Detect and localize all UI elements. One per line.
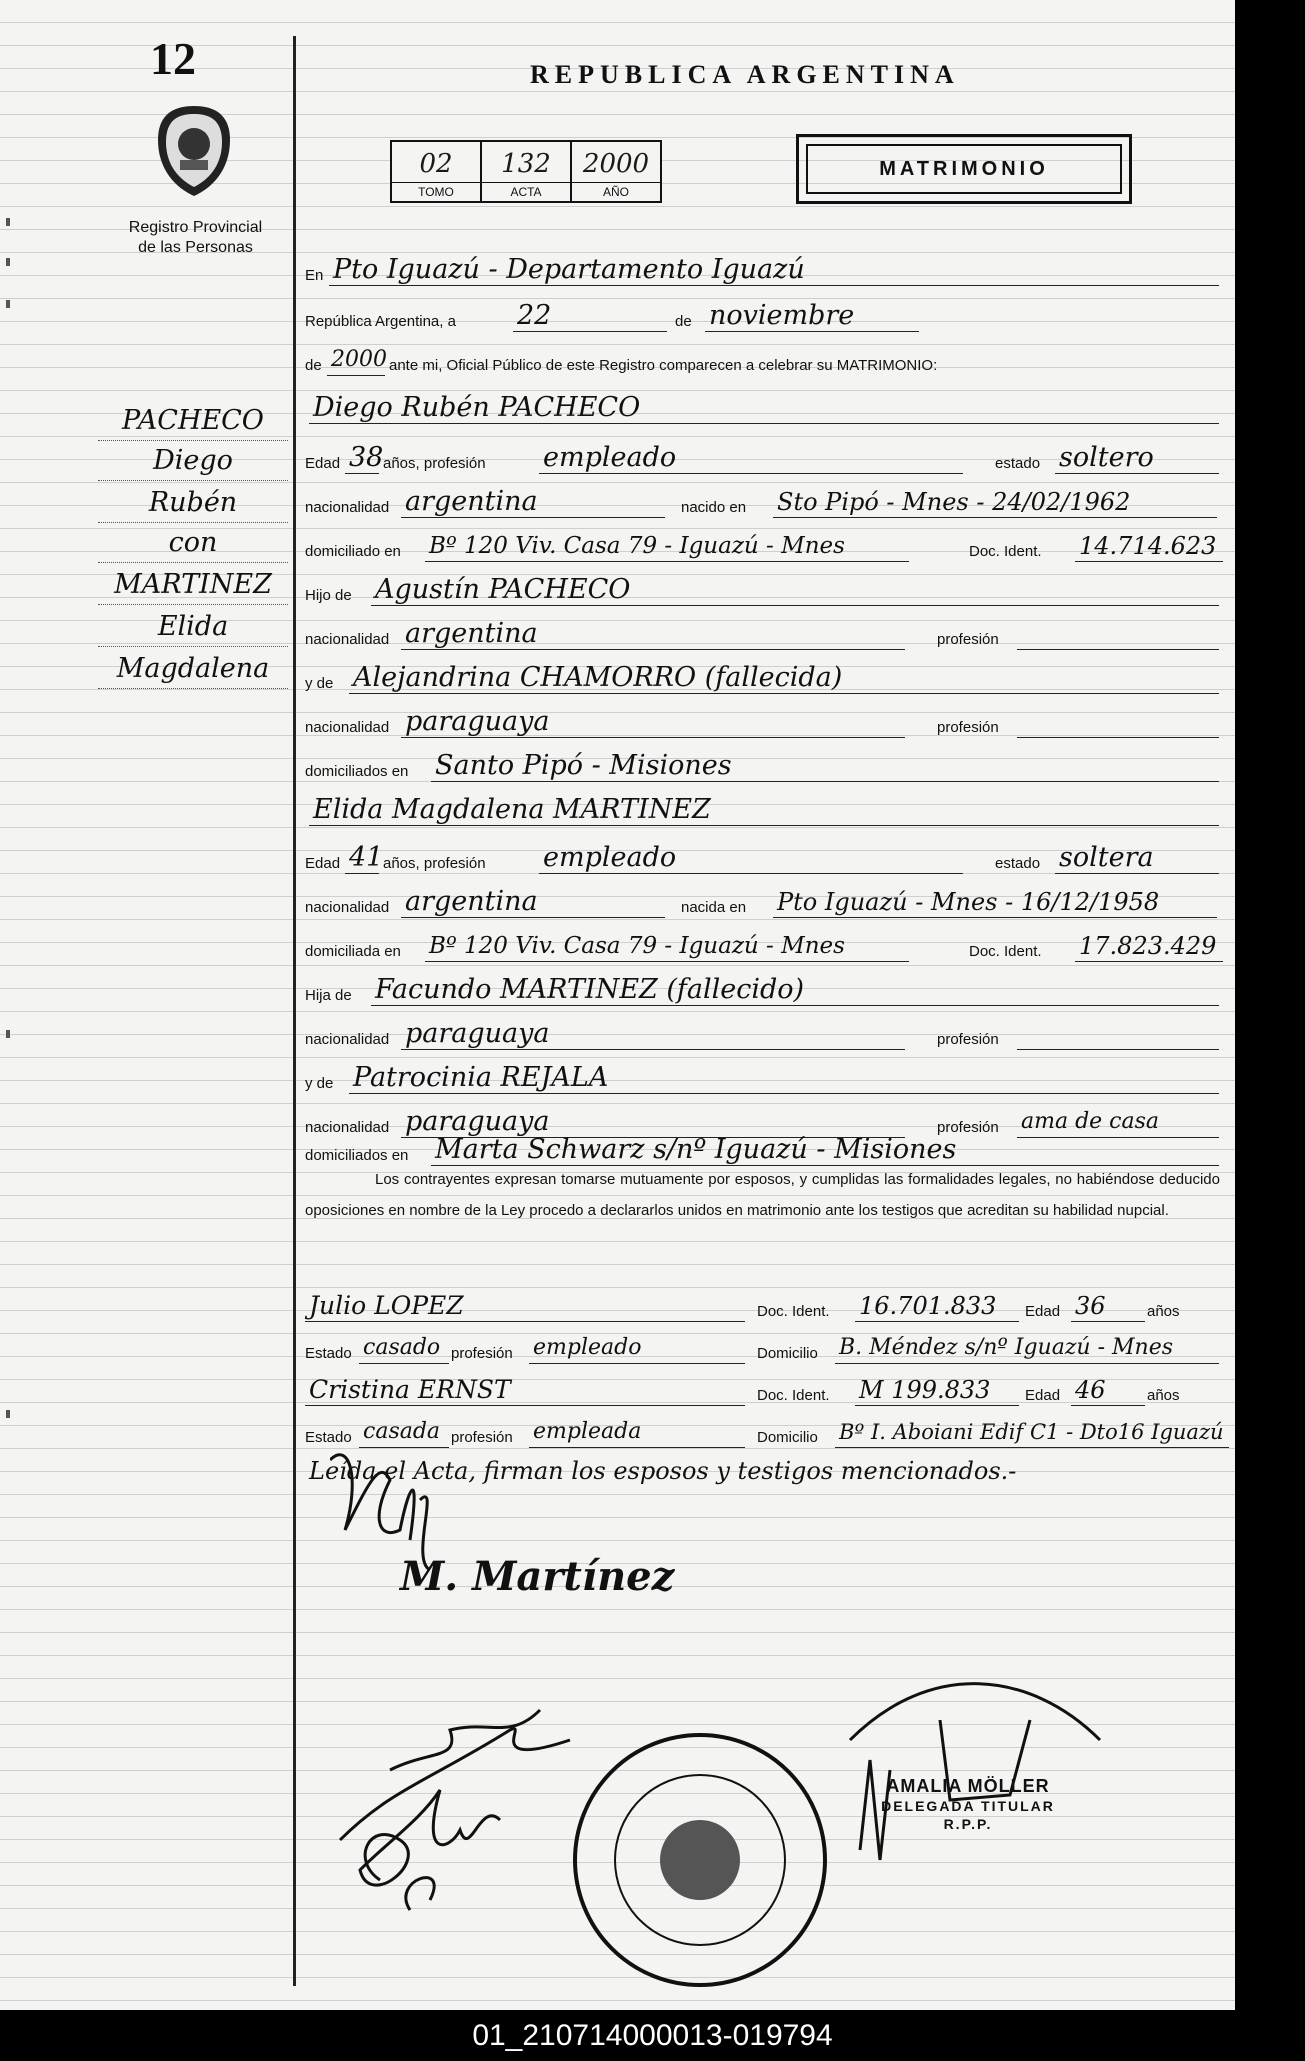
label-year-prefix: de: [305, 357, 322, 374]
row-place: [305, 252, 1225, 286]
label-nacionalidad: nacionalidad: [305, 899, 390, 916]
province-seal-icon: [152, 100, 236, 200]
label-estado: Estado: [305, 1429, 352, 1446]
registry-name: [108, 218, 283, 258]
label-profesion: profesión: [451, 1429, 513, 1446]
value-witness1-doc: 16.701.833: [855, 1291, 1019, 1322]
label-domicilio: Domicilio: [757, 1429, 818, 1446]
value-witness2-doc: M 199.833: [855, 1375, 1019, 1406]
label-nacida: nacida en: [681, 899, 747, 916]
label-domicilio: Domicilio: [757, 1345, 818, 1362]
label-profesion: años, profesión: [383, 855, 486, 872]
value-bride-mother: Patrocinia REJALA: [349, 1063, 1219, 1094]
label-doc: Doc. Ident.: [757, 1387, 830, 1404]
binding-hole: [6, 1410, 10, 1418]
label-year-suffix: ante mi, Oficial Público de este Registro comparecen a celebrar su MATRIMONIO:: [389, 357, 938, 374]
label-nacionalidad: nacionalidad: [305, 499, 390, 516]
label-estado: Estado: [305, 1345, 352, 1362]
value-groom-profession: empleado: [539, 443, 963, 474]
row-witness2: [305, 1372, 1225, 1406]
anio-value: 2000: [582, 149, 650, 179]
margin-line-6: Elida: [98, 610, 288, 647]
value-groom-mother-nationality: paraguaya: [401, 707, 905, 738]
value-place: Pto Iguazú - Departamento Iguazú: [329, 255, 1219, 286]
value-bride-father-nationality: paraguaya: [401, 1019, 905, 1050]
anio-label: AÑO: [572, 182, 660, 201]
value-groom-age: 38: [345, 443, 379, 474]
declaration-text: Los contrayentes expresan tomarse mutuamente por esposos, y cumplidas las formalidades legales, no habiéndose deducido oposiciones en nombre de la Ley procedo a declararlos unidos en matrimonio ante los testigos que acreditan su habilidad nupcial.: [305, 1171, 1220, 1219]
row-bride-domicile: [305, 928, 1225, 962]
acta-cell: [482, 142, 572, 201]
official-title: DELEGADA TITULAR: [881, 1798, 1055, 1814]
value-bride-mother-nationality: paraguaya: [401, 1107, 905, 1138]
value-bride-profession: empleado: [539, 843, 963, 874]
value-groom-mother-profession: [1017, 737, 1219, 738]
row-witness1: [305, 1288, 1225, 1322]
acta-value: 132: [501, 149, 551, 179]
value-bride-mother-profession: ama de casa: [1017, 1107, 1219, 1138]
label-hijo: Hijo de: [305, 587, 352, 604]
label-doc: Doc. Ident.: [757, 1303, 830, 1320]
value-bride-domicile: Bº 120 Viv. Casa 79 - Iguazú - Mnes: [425, 931, 909, 962]
label-en: En: [305, 267, 324, 284]
row-bride-parents-dom: [305, 1132, 1225, 1166]
value-bride-birth: Pto Iguazú - Mnes - 16/12/1958: [773, 887, 1217, 918]
row-bride-mother: [305, 1060, 1225, 1094]
binding-hole: [6, 218, 10, 226]
label-edad: Edad: [1025, 1303, 1061, 1320]
official-name-stamp: [868, 1776, 1068, 1833]
row-groom-domicile: [305, 528, 1225, 562]
label-domiciliada: domiciliada en: [305, 943, 401, 960]
value-year: 2000: [327, 345, 385, 376]
value-groom-parents-domicile: Santo Pipó - Misiones: [431, 751, 1219, 782]
value-witness1-name: Julio LOPEZ: [305, 1291, 745, 1322]
value-month: noviembre: [705, 301, 919, 332]
row-bride-age: [305, 840, 1225, 874]
label-y-de: y de: [305, 675, 334, 692]
row-bride-name: [305, 792, 1225, 826]
label-anios: años: [1147, 1303, 1180, 1320]
value-witness2-domicile: Bº I. Aboiani Edif C1 - Dto16 Iguazú: [835, 1417, 1229, 1448]
closing-text: Leída el Acta, firman los esposos y testigos mencionados.-: [309, 1457, 1017, 1485]
label-doc: Doc. Ident.: [969, 943, 1042, 960]
tomo-cell: [392, 142, 482, 201]
value-witness1-age: 36: [1071, 1291, 1145, 1322]
label-domiciliado: domiciliado en: [305, 543, 401, 560]
act-number-box: [390, 140, 662, 203]
row-groom-father: [305, 572, 1225, 606]
binding-hole: [6, 258, 10, 266]
label-republic: República Argentina, a: [305, 313, 456, 330]
label-profesion: profesión: [937, 631, 999, 648]
label-edad: Edad: [1025, 1387, 1061, 1404]
value-bride-father: Facundo MARTINEZ (fallecido): [371, 975, 1219, 1006]
row-groom-parents-dom: [305, 748, 1225, 782]
row-bride-father: [305, 972, 1225, 1006]
row-groom-name: [305, 390, 1225, 424]
margin-line-2: Diego: [98, 444, 288, 481]
signatures-area: [330, 1440, 1230, 2010]
label-de: de: [675, 313, 692, 330]
value-day: 22: [513, 301, 667, 332]
label-nacido: nacido en: [681, 499, 747, 516]
page-number: 12: [150, 33, 196, 84]
value-witness1-profession: empleado: [529, 1333, 745, 1364]
value-groom-domicile: Bº 120 Viv. Casa 79 - Iguazú - Mnes: [425, 531, 909, 562]
official-name: AMALIA MÖLLER: [886, 1776, 1050, 1796]
label-domiciliados: domiciliados en: [305, 1147, 409, 1164]
document-type-label: MATRIMONIO: [806, 144, 1122, 194]
value-bride-age: 41: [345, 843, 379, 874]
label-hija: Hija de: [305, 987, 352, 1004]
label-nacionalidad: nacionalidad: [305, 1119, 390, 1136]
country-title: REPUBLICA ARGENTINA: [530, 60, 960, 89]
value-groom-doc: 14.714.623: [1075, 531, 1223, 562]
margin-rule: [293, 36, 296, 1986]
label-nacionalidad: nacionalidad: [305, 719, 390, 736]
margin-line-7: Magdalena: [98, 652, 288, 689]
official-office: R.P.P.: [943, 1816, 993, 1832]
tomo-value: 02: [419, 149, 453, 179]
label-edad: Edad: [305, 455, 341, 472]
label-y-de: y de: [305, 1075, 334, 1092]
value-witness2-status: casada: [359, 1417, 449, 1448]
value-groom-birth: Sto Pipó - Mnes - 24/02/1962: [773, 487, 1217, 518]
label-edad: Edad: [305, 855, 341, 872]
row-groom-mother: [305, 660, 1225, 694]
margin-line-1: PACHECO: [98, 404, 288, 441]
label-anios: años: [1147, 1387, 1180, 1404]
registry-line-2: de las Personas: [138, 239, 253, 256]
value-witness1-status: casado: [359, 1333, 449, 1364]
label-doc: Doc. Ident.: [969, 543, 1042, 560]
value-groom-status: soltero: [1055, 443, 1219, 474]
value-witness2-profession: empleada: [529, 1417, 745, 1448]
value-witness1-domicile: B. Méndez s/nº Iguazú - Mnes: [835, 1333, 1219, 1364]
label-domiciliados: domiciliados en: [305, 763, 409, 780]
label-profesion: profesión: [937, 1031, 999, 1048]
row-bride-nationality: [305, 884, 1225, 918]
margin-line-3: Rubén: [98, 486, 288, 523]
value-witness2-name: Cristina ERNST: [305, 1375, 745, 1406]
value-bride-parents-domicile: Marta Schwarz s/nº Iguazú - Misiones: [431, 1135, 1219, 1166]
value-bride-nationality: argentina: [401, 887, 665, 918]
value-groom-mother: Alejandrina CHAMORRO (fallecida): [349, 663, 1219, 694]
label-profesion: años, profesión: [383, 455, 486, 472]
label-profesion: profesión: [937, 719, 999, 736]
label-nacionalidad: nacionalidad: [305, 631, 390, 648]
value-witness2-age: 46: [1071, 1375, 1145, 1406]
tomo-label: TOMO: [392, 182, 480, 201]
witness2-signature-icon: [360, 1790, 500, 1910]
label-profesion: profesión: [937, 1119, 999, 1136]
acta-label: ACTA: [482, 182, 570, 201]
row-bride-father-nat: [305, 1016, 1225, 1050]
registry-stamp-icon: [575, 1684, 1100, 1985]
row-groom-age: [305, 440, 1225, 474]
value-bride-name: Elida Magdalena MARTINEZ: [309, 795, 1219, 826]
value-bride-doc: 17.823.429: [1075, 931, 1223, 962]
value-groom-father: Agustín PACHECO: [371, 575, 1219, 606]
scan-id-footer: 01_210714000013-019794: [0, 2010, 1305, 2061]
row-groom-father-nat: [305, 616, 1225, 650]
row-date: [305, 298, 1225, 332]
value-groom-name: Diego Rubén PACHECO: [309, 393, 1219, 424]
margin-line-4: con: [98, 526, 288, 563]
binding-hole: [6, 300, 10, 308]
label-estado: estado: [995, 855, 1041, 872]
bride-signature: M. Martínez: [400, 1553, 675, 1600]
registry-line-1: Registro Provincial: [128, 219, 263, 236]
label-nacionalidad: nacionalidad: [305, 1031, 390, 1048]
row-groom-mother-nat: [305, 704, 1225, 738]
row-year: [305, 342, 1225, 376]
document-type-box: [796, 134, 1132, 204]
binding-hole: [6, 1030, 10, 1038]
value-bride-father-profession: [1017, 1049, 1219, 1050]
value-groom-nationality: argentina: [401, 487, 665, 518]
value-groom-father-profession: [1017, 649, 1219, 650]
value-groom-father-nationality: argentina: [401, 619, 905, 650]
margin-line-5: MARTINEZ: [98, 568, 288, 605]
witness1-signature-icon: [340, 1710, 570, 1840]
value-bride-status: soltera: [1055, 843, 1219, 874]
label-estado: estado: [995, 455, 1041, 472]
anio-cell: [572, 142, 660, 201]
row-groom-nationality: [305, 484, 1225, 518]
row-witness1-detail: [305, 1330, 1225, 1364]
label-profesion: profesión: [451, 1345, 513, 1362]
